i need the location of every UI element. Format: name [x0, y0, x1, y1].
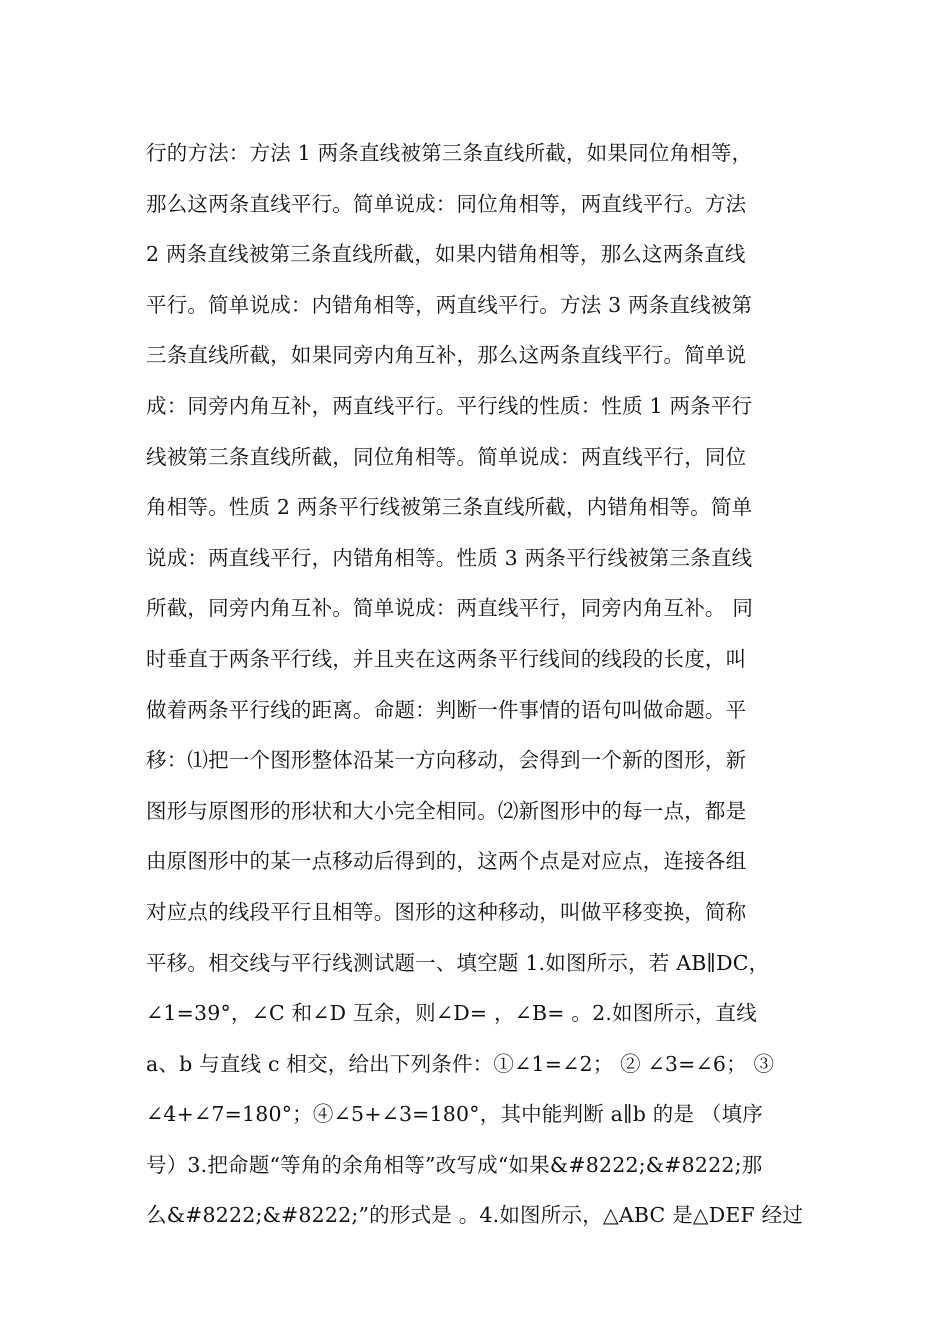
text-line: 那么这两条直线平行。简单说成：同位角相等，两直线平行。方法 — [146, 191, 747, 216]
text-line: 么&#8222;&#8222;”的形式是 。4.如图所示，△ABC 是△DEF 经过 — [146, 1203, 804, 1228]
text-line: 说成：两直线平行，内错角相等。性质 3 两条平行线被第三条直线 — [146, 545, 753, 570]
text-line: 平移。相交线与平行线测试题一、填空题 1.如图所示，若 AB∥DC， — [146, 950, 770, 975]
text-line: 行的方法：方法 1 两条直线被第三条直线所截，如果同位角相等， — [146, 141, 753, 165]
text-line: 线被第三条直线所截，同位角相等。简单说成：两直线平行，同位 — [146, 444, 747, 469]
text-line: 角相等。性质 2 两条平行线被第三条直线所截，内错角相等。简单 — [146, 495, 753, 520]
text-line: 时垂直于两条平行线，并且夹在这两条平行线间的线段的长度，叫 — [146, 646, 747, 671]
text-line: 做着两条平行线的距离。命题：判断一件事情的语句叫做命题。平 — [146, 697, 747, 722]
text-line: 由原图形中的某一点移动后得到的，这两个点是对应点，连接各组 — [146, 849, 747, 874]
text-line: 移：⑴把一个图形整体沿某一方向移动，会得到一个新的图形，新 — [146, 748, 747, 773]
text-line: 平行。简单说成：内错角相等，两直线平行。方法 3 两条直线被第 — [146, 292, 753, 317]
text-line: 三条直线所截，如果同旁内角互补，那么这两条直线平行。简单说 — [146, 343, 747, 368]
text-line: 成：同旁内角互补，两直线平行。平行线的性质：性质 1 两条平行 — [146, 393, 753, 418]
text-line: 所截，同旁内角互补。简单说成：两直线平行，同旁内角互补。 同 — [146, 596, 754, 621]
text-line: 对应点的线段平行且相等。图形的这种移动，叫做平移变换，简称 — [146, 899, 747, 924]
text-line: 号）3.把命题“等角的余角相等”改写成“如果&#8222;&#8222;那 — [146, 1152, 763, 1177]
text-line: a、b 与直线 c 相交，给出下列条件：①∠1=∠2； ② ∠3=∠6； ③ — [146, 1051, 775, 1076]
document-body — [146, 128, 806, 1241]
text-line: ∠1=39°，∠C 和∠D 互余，则∠D= ，∠B= 。2.如图所示，直线 — [146, 1001, 757, 1026]
text-line: 2 两条直线被第三条直线所截，如果内错角相等，那么这两条直线 — [146, 242, 746, 267]
text-line: 图形与原图形的形状和大小完全相同。⑵新图形中的每一点，都是 — [146, 798, 747, 823]
text-line: ∠4+∠7=180°；④∠5+∠3=180°，其中能判断 a∥b 的是 （填序 — [146, 1102, 764, 1127]
